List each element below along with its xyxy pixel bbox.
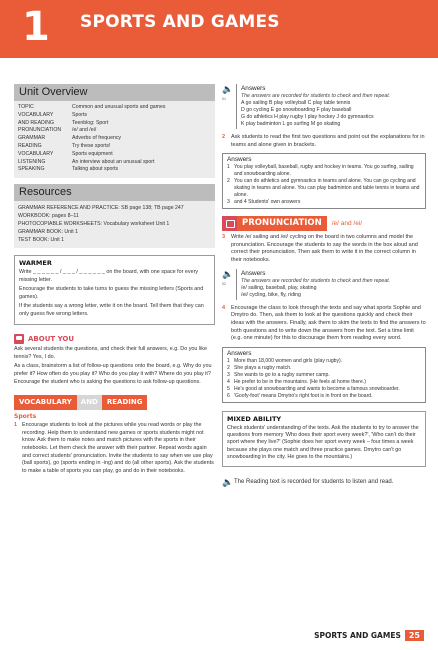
answer-number: 1 [227,358,230,365]
step-text: Write /e/ sailing and /ei/ cycling on the board in two columns and model the pronunciation. Encourage the students to say the words in the box aloud and correct their pronunciation. Then ask them to write it in the correct column in their notebooks. [231,233,418,263]
answers-box [222,347,426,402]
answers-1 [222,84,426,129]
answer-number: 2 [227,365,230,372]
answer-number: 5 [227,385,230,392]
answers-title: Answers [227,350,252,358]
warmer-paragraph: If the students say a wrong letter, write it on the board. Tell them that they can only guess five wrong letters. [19,303,204,317]
answer-number: 3 [227,371,230,378]
step-number: 3 [222,233,226,240]
answer-number: 2 [227,178,230,185]
answer-item [227,199,421,206]
answer-text: He's good at snowboarding and wants to become a famous snowboarder. [234,385,400,392]
footer-label: SPORTS AND GAMES [314,631,401,640]
unit-overview-title: Unit Overview [14,84,215,101]
answer-number: 4 [227,378,230,385]
answers-4 [222,347,426,402]
warmer-paragraph: Encourage the students to take turns to guess the missing letters (Sports and games). [19,286,204,300]
answer-text: He prefer to be in the mountains. (He feels at home there.) [234,378,366,385]
overview-key: GRAMMAR [18,135,46,142]
sports-subheading: Sports [14,413,37,421]
vocabulary-tag: VOCABULARY [14,395,77,410]
step-3 [222,234,426,265]
unit-overview-box [14,84,215,178]
answer-line: A go sailing B play volleyball C play table tennis [241,100,351,106]
reading-tag: READING [102,395,148,410]
pronunciation-icon [222,216,237,231]
overview-row [18,135,211,143]
answer-number: 1 [227,164,230,171]
answers-title: Answers [227,156,252,164]
overview-value: Talking about sports [72,166,119,173]
mixed-ability-text: Check students' understanding of the texts. Ask the students to try to answer the questions from memory 'Who does their sport every week?', 'Who can't do their sport where they live?' (Sophie does her sport every week – four times a week because she plays one match and three practice games. Dmytro can't go snowboarding in the city. He goes to the mountains.) [227,424,419,461]
speaker-icon[interactable]: 🔈 02 [222,269,236,300]
about-you-paragraph: As a class, brainstorm a list of follow-up questions onto the board, e.g. Why do you prefer it? How often do you play it? Who do you play it with? Where do you play it? Encourage the student who is asking the questions to ask follow-up questions. [14,363,212,385]
answer-line: /ei/ cycling, bike, fly, riding [241,291,301,298]
step-2 [222,134,426,149]
answer-item [227,386,421,393]
answer-text: She wants to go to a rugby summer camp. [234,371,330,378]
overview-row [18,120,211,128]
overview-row [18,166,211,174]
answer-text: More than 18,000 women and girls (play rugby). [234,358,343,365]
reading-note [222,477,426,487]
answer-item [227,178,421,199]
overview-row [18,127,211,135]
step-text: Ask students to read the first two questions and point out the explanations for in teams and alone given in brackets. [231,134,425,148]
about-you-heading [14,334,215,344]
answer-line: /e/ sailing, baseball, play, skating [241,284,317,291]
resources-list [14,201,215,248]
overview-row [18,112,211,120]
unit-title: SPORTS AND GAMES [80,12,280,32]
answer-item [227,358,421,365]
overview-key: SPEAKING [18,166,45,173]
resource-line: GRAMMAR REFERENCE AND PRACTICE: SB page 138; TB page 247 [18,205,184,212]
reading-note-text: The Reading text is recorded for students to listen and read. [234,478,394,485]
mixed-ability-title: MIXED ABILITY [227,414,282,423]
mixed-ability-box [222,411,426,467]
answer-line: G do athletics H play rugby I play hockey J do gymnastics [241,114,374,120]
about-you-title: ABOUT YOU [28,335,75,344]
overview-key: VOCABULARY [18,111,54,118]
overview-key: TOPIC [18,104,34,110]
page-number: 25 [405,630,424,641]
answer-line: K play badminton L go surfing M go skating [241,121,341,127]
answers-3 [222,269,426,300]
unit-header [0,0,438,58]
left-column [14,84,215,475]
vocabulary-reading-heading [14,395,215,410]
resources-box [14,184,215,248]
answers-box [222,153,426,208]
answer-item [227,372,421,379]
speaker-icon[interactable]: 🔈 01 [222,84,236,129]
answer-item [227,365,421,372]
step-text: Encourage students to look at the pictures while you read words or play the recording. Help them to understand new games or sports students might not know. Ask them to make notes and match pictures with the sports in their notebooks. Let them check the answer with their partner. Repeat words again and correct students' pronunciation. Invite the students to say when we use play (ball sports), go (sports ending in -ing) and do (all other sports). Ask the students to make a table of sports you can play, go and do in their notebooks. [22,422,214,474]
answer-text: and 4 Students' own answers [234,198,301,205]
step-1 [14,422,215,475]
resource-line: WORKBOOK: pages 8–11 [18,213,79,220]
step-number: 1 [14,422,17,429]
overview-row [18,104,211,112]
overview-value: Common and unusual sports and games [72,104,166,110]
answer-text: 'Goofy-foot' means Dmytro's right foot is in front on the board. [234,392,373,399]
step-4 [222,305,426,344]
overview-row [18,143,211,151]
answer-text: You play volleyball, baseball, rugby and hockey in teams. You go surfing, sailing and snowboarding alone. [234,164,414,178]
speaker-icon[interactable]: 🔈 [222,476,234,487]
overview-value: Teenblog: Sport [72,119,109,126]
unit-overview-table [14,101,215,178]
answer-item [227,379,421,386]
overview-value: An interview about an unusual sport [72,158,155,165]
resource-line: GRAMMAR BOOK: Unit 1 [18,229,78,236]
overview-value: Sports equipment [72,150,113,157]
overview-value: Try these sports! [72,142,111,149]
right-column [222,84,426,487]
answers-title: Answers [241,85,266,92]
warmer-box [14,255,215,325]
warmer-paragraph: Write _ _ _ _ _ _ / _ _ _ / _ _ _ _ _ _ on the board, with one space for every missing letter. [19,269,199,283]
overview-value: Sports [72,111,87,118]
answer-number: 6 [227,392,230,399]
resources-title: Resources [14,184,215,201]
answer-text: You can do athletics and gymnastics in teams and alone. You can go cycling and skating in teams and alone. You can play badminton and table tennis in teams and alone. [234,178,420,199]
overview-row [18,151,211,159]
and-tag: AND [77,395,102,410]
overview-key: READING [18,142,42,149]
about-you-paragraph: Ask several students the questions, and check their full answers, e.g. Do you like tennis? Yes, I do. [14,346,207,360]
overview-key: PRONUNCIATION [18,127,62,134]
speech-bubble-icon [14,334,24,344]
unit-number: 1 [22,4,50,50]
page-footer [314,630,424,641]
overview-row [18,159,211,167]
step-text: Encourage the class to look through the texts and say what sports Sophie and Dmytro do. Then, ask them to look at the questions quickly and check their ideas with the answers. Finally, ask them to skim the texts to find the answers to both questions and to write down the answers from the text. Set a time limit (e.g. one minute) for this to discourage them from reading every word. [231,304,426,342]
step-number: 2 [222,134,226,140]
overview-value: Adverbs of frequency [72,135,122,142]
overview-key: AND READING [18,119,55,126]
answer-line: D go cycling E go snowboarding F play baseball [241,107,352,113]
answers-intro: The answers are recorded for students to check and then repeat. [241,277,391,284]
answers-title: Answers [241,269,266,277]
track-number: 01 [222,97,226,101]
answers-box [236,269,426,300]
overview-key: LISTENING [18,158,46,165]
resource-line: TEST BOOK: Unit 1 [18,237,65,244]
pronunciation-sounds: /e/ and /ei/ [331,219,363,227]
step-number: 4 [222,304,226,311]
answers-2 [222,153,426,208]
answers-intro: The answers are recorded for students to check and then repeat. [241,93,391,99]
warmer-title: WARMER [19,259,52,268]
answers-box [236,84,426,129]
resource-line: PHOTOCOPIABLE WORKSHEETS: Vocabulary worksheet Unit 1 [18,221,170,228]
pronunciation-heading [222,216,426,231]
overview-key: VOCABULARY [18,150,54,157]
answer-text: She plays a rugby match. [234,365,292,372]
track-number: 02 [222,281,226,286]
answer-item [227,164,421,178]
pronunciation-title: PRONUNCIATION [237,216,327,231]
answer-item [227,393,421,400]
answer-number: 3 [227,198,230,205]
overview-value: /e/ and /ei/ [72,127,97,134]
